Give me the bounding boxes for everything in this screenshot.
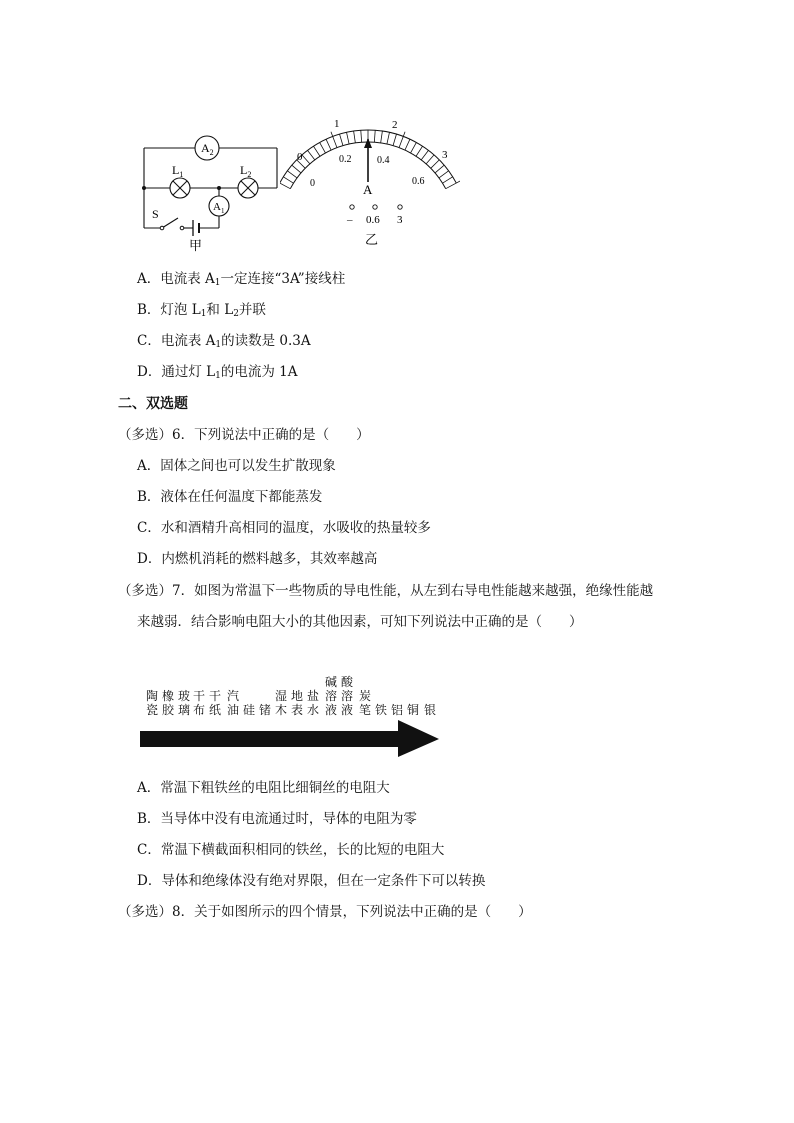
inner-scale-06: 0.6 [412, 176, 425, 187]
material-label: 锗 [258, 703, 271, 717]
q7-option-c: C．常温下横截面积相同的铁丝，长的比短的电阻大 [137, 842, 445, 858]
ammeter-dial [280, 112, 460, 252]
q7-option-d: D．导体和绝缘体没有绝对界限，但在一定条件下可以转换 [137, 873, 486, 889]
material-label: 银 [423, 703, 436, 717]
q7-option-a: A．常温下粗铁丝的电阻比细铜丝的电阻大 [137, 780, 390, 796]
material-label: 地 表 [290, 689, 303, 717]
q5-option-c: C．电流表 $A_1$的读数是 0.3A [137, 333, 311, 350]
outer-scale-2: 2 [392, 119, 398, 131]
material-label: 湿 木 [274, 689, 287, 717]
material-label: 玻 璃 [177, 689, 190, 717]
lamp-l2-label: $L_2$ [240, 163, 252, 179]
q6-option-c: C．水和酒精升高相同的温度，水吸收的热量较多 [137, 520, 431, 536]
q6-option-b: B．液体在任何温度下都能蒸发 [137, 489, 323, 505]
q6-option-a: A．固体之间也可以发生扩散现象 [137, 458, 336, 474]
material-label: 碱 溶 液 [324, 675, 337, 717]
material-label: 铁 [374, 703, 387, 717]
material-label: 干 纸 [208, 689, 221, 717]
material-label: 铝 [390, 703, 403, 717]
terminal-negative: – [347, 214, 353, 226]
q8-stem: （多选）8．关于如图所示的四个情景，下列说法中正确的是（ ） [118, 904, 532, 920]
outer-scale-3: 3 [442, 149, 448, 161]
outer-scale-0: 0 [297, 151, 303, 163]
ammeter-a1-label: $A_1$ [213, 201, 225, 215]
material-label: 硅 [242, 703, 255, 717]
q6-option-d: D．内燃机消耗的燃料越多，其效率越高 [137, 551, 378, 567]
material-label: 干 布 [192, 689, 205, 717]
q7-stem-line1: （多选）7．如图为常温下一些物质的导电性能，从左到右导电性能越来越强，绝缘性能越 [118, 583, 654, 599]
material-label: 盐 水 [306, 689, 319, 717]
inner-scale-0: 0 [310, 178, 315, 189]
q5-option-b: B．灯泡 $L_1$和 $L_2$并联 [137, 302, 266, 319]
q7-stem-line2: 来越弱．结合影响电阻大小的其他因素，可知下列说法中正确的是（ ） [137, 614, 583, 630]
outer-scale-1: 1 [334, 118, 340, 130]
terminal-0-6: 0.6 [366, 214, 380, 226]
terminal-3: 3 [397, 214, 403, 226]
material-label: 酸 溶 液 [340, 675, 353, 717]
material-label: 橡 胶 [161, 689, 174, 717]
section-heading: 二、双选题 [118, 396, 188, 412]
ammeter-a2-label: $A_2$ [201, 141, 214, 157]
conductivity-figure [138, 672, 443, 764]
figure-caption-yi: 乙 [365, 232, 379, 247]
meter-letter: A [363, 182, 373, 197]
material-label: 铜 [406, 703, 419, 717]
inner-scale-04: 0.4 [377, 155, 390, 166]
material-label: 陶 瓷 [145, 689, 158, 717]
material-label: 汽 油 [226, 689, 239, 717]
material-label: 炭 笔 [358, 689, 371, 717]
conductivity-arrow [138, 719, 443, 764]
circuit-diagram [130, 128, 290, 253]
q5-option-a: A．电流表 $A_1$一定连接“3A”接线柱 [137, 271, 346, 288]
lamp-l1-label: $L_1$ [172, 163, 184, 179]
q6-stem: （多选）6．下列说法中正确的是（ ） [118, 427, 370, 443]
q5-option-d: D．通过灯 $L_1$的电流为 1A [137, 364, 298, 381]
switch-label: S [152, 207, 159, 221]
figure-caption-jia: 甲 [189, 238, 203, 253]
inner-scale-02: 0.2 [339, 154, 352, 165]
q7-option-b: B．当导体中没有电流通过时，导体的电阻为零 [137, 811, 417, 827]
